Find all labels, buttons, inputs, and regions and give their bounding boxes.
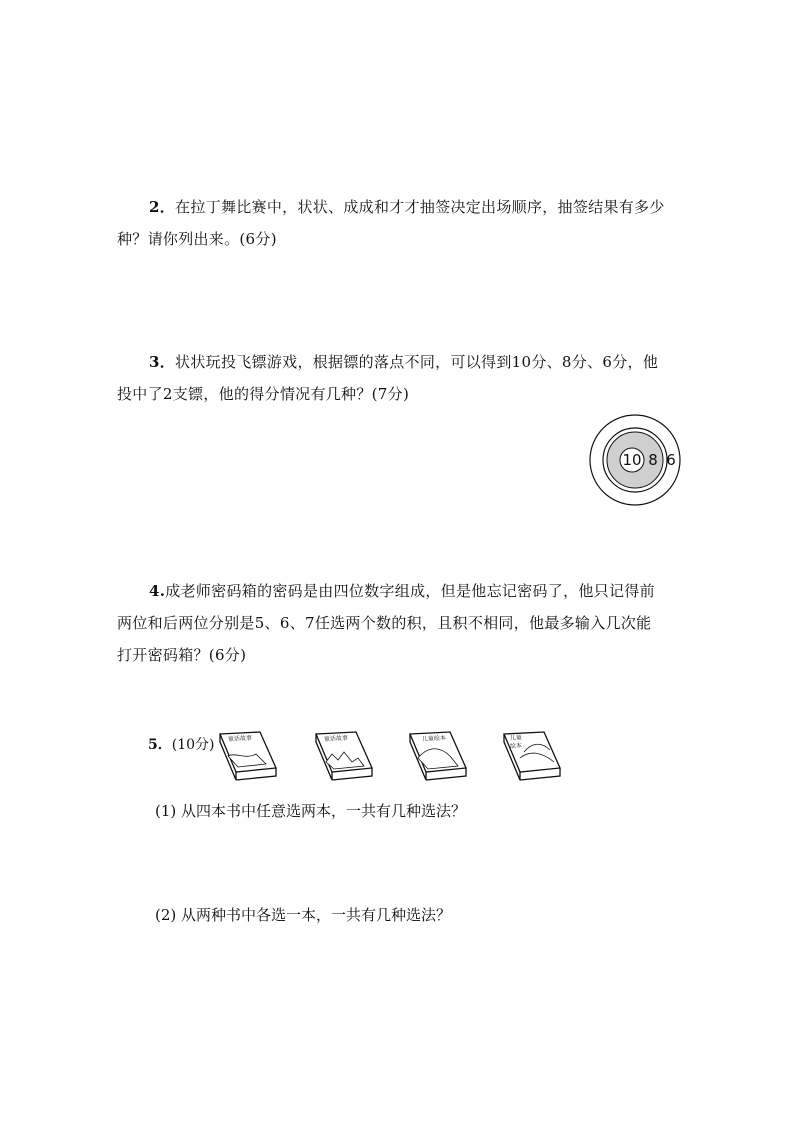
target-label-6: 6 <box>666 451 676 469</box>
svg-text:儿童绘本: 儿童绘本 <box>421 734 447 743</box>
question-text-line-3: 打开密码箱？(6分) <box>117 646 247 664</box>
question-5-part-2: (2) 从两种书中各选一本，一共有几种选法？ <box>155 906 452 924</box>
question-score: (10分) <box>171 737 215 753</box>
svg-text:童话故事: 童话故事 <box>323 734 349 743</box>
dartboard-figure <box>588 413 684 507</box>
svg-text:儿童: 儿童 <box>509 734 523 742</box>
svg-text:童话故事: 童话故事 <box>227 734 253 743</box>
question-text-line-2: 种？请你列出来。(6分) <box>117 230 277 248</box>
question-4 <box>117 575 679 671</box>
target-label-10: 10 <box>622 451 642 469</box>
book-picture-2 <box>500 728 564 792</box>
question-text-line-2: 投中了2支镖，他的得分情况有几种？(7分) <box>117 385 410 403</box>
question-number: 5． <box>148 737 172 753</box>
question-3 <box>117 346 679 410</box>
question-number: 2． <box>149 198 176 216</box>
target-label-8: 8 <box>648 451 658 469</box>
question-text-line-1: 在拉丁舞比赛中，状状、成成和才才抽签决定出场顺序，抽签结果有多少 <box>175 198 665 216</box>
question-text-line-1: 状状玩投飞镖游戏，根据镖的落点不同，可以得到10分、8分、6分，他 <box>175 353 659 371</box>
question-text-line-2: 两位和后两位分别是5、6、7任选两个数的积，且积不相同，他最多输入几次能 <box>117 614 652 632</box>
question-text-line-1: 成老师密码箱的密码是由四位数字组成，但是他忘记密码了，他只记得前 <box>165 582 655 600</box>
book-picture-1 <box>406 728 470 792</box>
question-2 <box>117 191 679 255</box>
svg-text:绘本: 绘本 <box>509 742 523 750</box>
book-fairy-tale-1 <box>216 728 280 792</box>
question-5-part-1: (1) 从四本书中任意选两本，一共有几种选法？ <box>155 802 467 820</box>
question-5-header <box>148 734 215 754</box>
question-number: 3． <box>149 353 176 371</box>
book-fairy-tale-2 <box>312 728 376 792</box>
question-number: 4. <box>149 582 166 600</box>
